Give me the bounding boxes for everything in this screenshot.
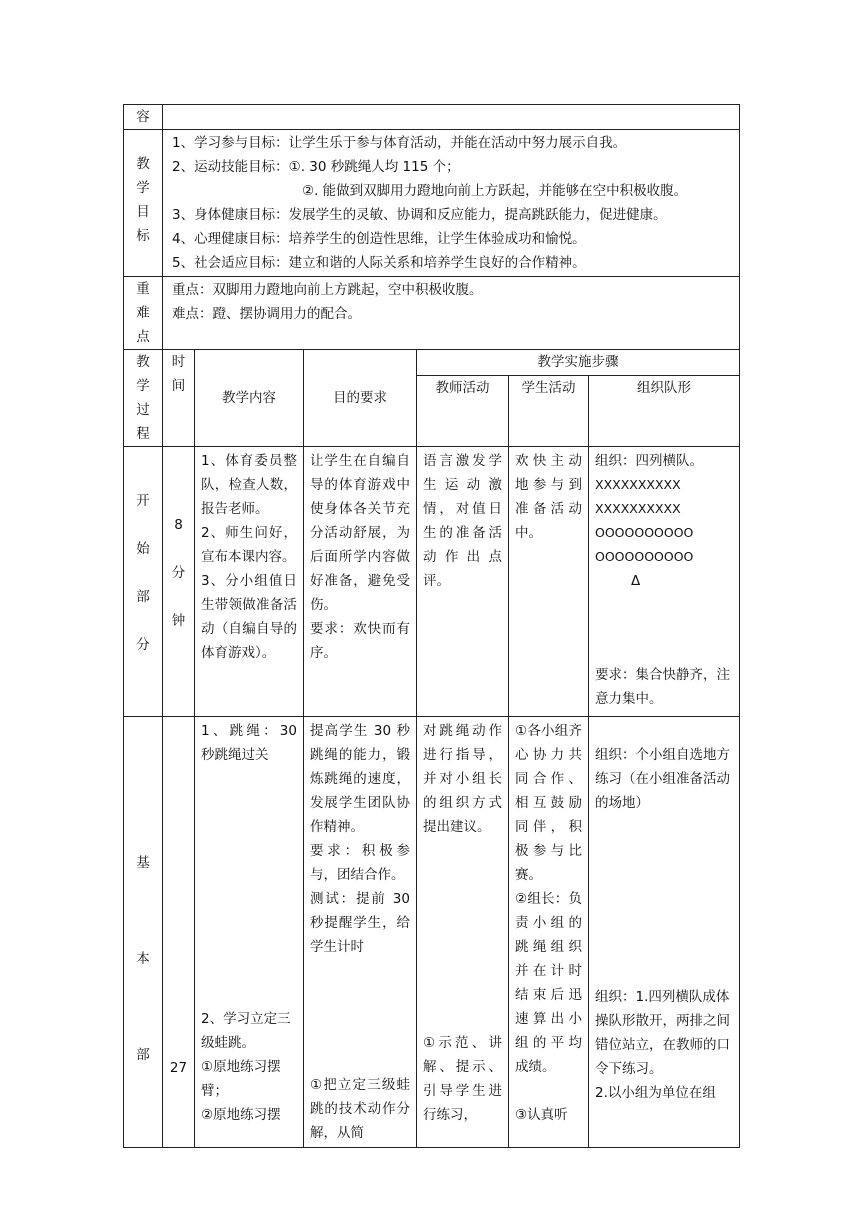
- teacher-activity-header: 教师活动: [417, 376, 509, 447]
- start-teacher: 语言激发学生运动激情，对值日生的准备活动作出点评。: [423, 453, 502, 589]
- basic-teacher-1: 对跳绳动作进行指导，并对小组长的组织方式提出建议。: [423, 723, 502, 835]
- basic-formation-1: 组织：个小组自选地方练习（在小组准备活动的场地）: [595, 747, 730, 811]
- difficult-point-text: 难点：蹬、摆协调用力的配合。: [172, 306, 361, 322]
- basic-purpose-cell: [304, 717, 417, 1148]
- objective-line-5: 5、社会适应目标：建立和谐的人际关系和培养学生良好的合作精神。: [172, 255, 586, 271]
- key-point-text: 重点：双脚用力蹬地向前上方跳起，空中积极收腹。: [172, 282, 483, 298]
- start-formation-cell: [589, 447, 740, 717]
- basic-content-cell: [195, 717, 304, 1148]
- formation-header: 组织队形: [589, 376, 740, 447]
- teacher-position-mark: Δ: [631, 573, 641, 589]
- basic-purpose-1: 提高学生 30 秒跳绳的能力，锻炼跳绳的速度，发展学生团队协作精神。 要求：积极参与，团结合作。 测试：提前 30 秒提醒学生，给学生计时: [310, 723, 410, 955]
- purpose-header: 目的要求: [304, 350, 417, 447]
- basic-student-cell: [509, 717, 589, 1148]
- student-activity-header: 学生活动: [509, 376, 589, 447]
- process-header-row-1: [124, 350, 740, 376]
- start-teacher-cell: [417, 447, 509, 717]
- formation-row-3: OOOOOOOOOO: [595, 525, 694, 540]
- start-purpose-cell: [304, 447, 417, 717]
- basic-part-row: [124, 717, 740, 1148]
- basic-teacher-2: ①示范、讲解、提示、引导学生进行练习，: [423, 1035, 502, 1123]
- objective-line-3: 3、身体健康目标：发展学生的灵敏、协调和反应能力，提高跳跃能力，促进健康。: [172, 207, 667, 223]
- objective-line-2b: ②. 能做到双脚用力蹬地向前上方跃起，并能够在空中积极收腹。: [302, 183, 688, 199]
- basic-formation-cell: [589, 717, 740, 1148]
- basic-teacher-cell: [417, 717, 509, 1148]
- basic-content-2: 2、学习立定三级蛙跳。 ①原地练习摆臂； ②原地练习摆: [201, 1011, 291, 1123]
- start-content-cell: [195, 447, 304, 717]
- basic-part-label: 基 本 部: [124, 717, 163, 1148]
- start-part-row: [124, 447, 740, 717]
- objectives-row: [124, 130, 740, 277]
- formation-row-1: XXXXXXXXXX: [595, 477, 681, 492]
- formation-requirement: 要求：集合快静齐，注意力集中。: [595, 667, 730, 707]
- formation-title: 组织：四列横队。: [595, 453, 703, 469]
- formation-row-4: OOOOOOOOOO: [595, 549, 694, 564]
- start-part-time: 8 分 钟: [163, 447, 195, 717]
- key-points-row: [124, 277, 740, 350]
- lesson-plan-table: [123, 104, 740, 1148]
- objective-line-4: 4、心理健康目标：培养学生的创造性思维，让学生体验成功和愉悦。: [172, 231, 586, 247]
- objectives-label: 教 学 目 标: [124, 130, 163, 277]
- header-label-cell: [124, 105, 163, 130]
- objectives-cell: [163, 130, 740, 277]
- header-empty-cell: [163, 105, 740, 130]
- time-header: 时 间: [163, 350, 195, 447]
- start-part-label: 开 始 部 分: [124, 447, 163, 717]
- basic-formation-2: 组织：1.四列横队成体操队形散开，两排之间错位站立，在教师的口令下练习。 2.以小组为单位在组: [595, 989, 730, 1101]
- content-header: 教学内容: [195, 350, 304, 447]
- header-remnant-row: [124, 105, 740, 130]
- start-purpose: 让学生在自编自导的体育游戏中使身体各关节充分活动舒展，为后面所学内容做好准备，避免受伤。 要求：欢快而有序。: [310, 453, 410, 661]
- basic-part-time: 27: [169, 1060, 188, 1076]
- process-label: 教 学 过 程: [124, 350, 163, 447]
- start-student-cell: [509, 447, 589, 717]
- steps-header: 教学实施步骤: [417, 350, 740, 376]
- start-student: 欢快主动地参与到准备活动中。: [515, 453, 582, 541]
- basic-content-1: 1、跳绳：30 秒跳绳过关: [201, 723, 297, 763]
- objective-line-1: 1、学习参与目标：让学生乐于参与体育活动，并能在活动中努力展示自我。: [172, 135, 627, 151]
- basic-time-cell: [163, 717, 195, 1148]
- formation-row-2: XXXXXXXXXX: [595, 501, 681, 516]
- header-label: 容: [136, 109, 150, 125]
- key-points-label: 重 难 点: [124, 277, 163, 350]
- start-content: 1、体育委员整队，检查人数，报告老师。 2、师生问好，宣布本课内容。 3、分小组值日生带领做准备活动（自编自导的体育游戏）。: [201, 453, 297, 661]
- basic-purpose-2: ①把立定三级蛙跳的技术动作分解，从简: [310, 1077, 410, 1141]
- basic-student: ①各小组齐心协力共同合作、相互鼓励同伴，积极参与比赛。 ②组长：负责小组的跳绳组织并在计时结束后迅速算出小组的平均成绩。 ③认真听: [515, 723, 582, 1123]
- objective-line-2: 2、运动技能目标：①. 30 秒跳绳人均 115 个；: [172, 159, 460, 175]
- key-points-cell: [163, 277, 740, 350]
